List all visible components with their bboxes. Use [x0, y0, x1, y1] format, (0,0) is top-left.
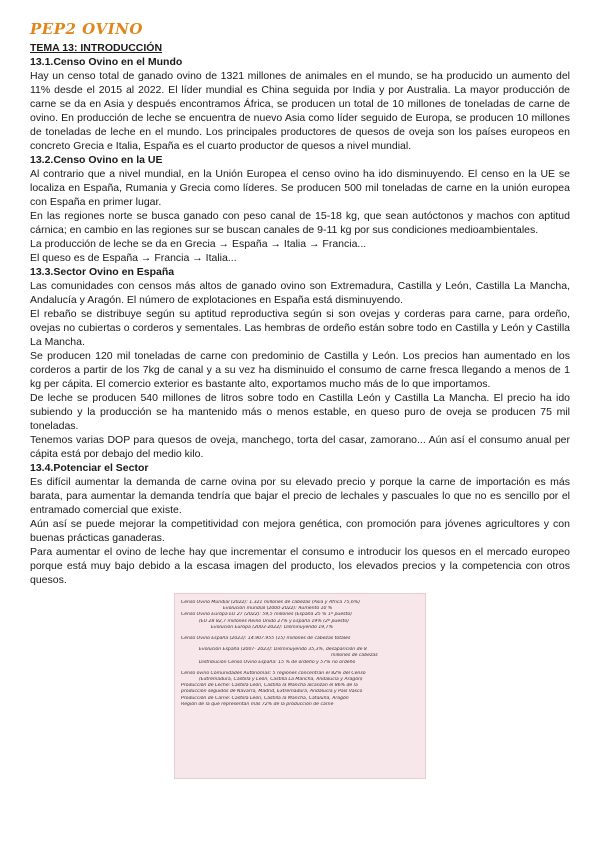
- paragraph: Tenemos varias DOP para quesos de oveja, manchego, torta del casar, zamorano... Aún así el consumo anual per cápita está por debajo del medio kilo.: [30, 434, 570, 460]
- paragraph: En las regiones norte se busca ganado con peso canal de 15-18 kg, que sean autóctonos y machos con aptitud cárnica; en cambio en las regiones sur se buscan canales de 9-11 kg por sus condiciones medioambientales.: [30, 210, 570, 236]
- paragraph: Al contrario que a nivel mundial, en la Unión Europea el censo ovino ha ido disminuyendo. El censo en la UE se localiza en España, Rumania y Grecia como líderes. Se producen 500 mil toneladas de carne en la unión europea con España en primer lugar.: [30, 168, 570, 208]
- paragraph: El queso es de España → Francia → Italia...: [30, 252, 237, 264]
- section-4: [30, 461, 570, 587]
- summary-line: (Extremadura, Castilla y León, Castilla La Mancha, Andalucía y Aragón): [199, 677, 363, 683]
- paragraph: Las comunidades con censos más altos de ganado ovino son Extremadura, Castilla y León, Castilla La Mancha, Andalucía y Aragón. El número de explotaciones en España está disminuyendo.: [30, 280, 570, 306]
- section-3: [30, 265, 570, 461]
- summary-line: Región de la que representan más 72% de la producción de carne: [181, 701, 334, 707]
- paragraph: Para aumentar el ovino de leche hay que incrementar el consumo e introducir los quesos en el mercado europeo porque está muy bajo debido a la escasa imagen del producto, los elevados precios y la competencia con otros quesos.: [30, 546, 570, 586]
- section-heading: 13.3.Sector Ovino en España: [30, 266, 175, 278]
- document-title: PEP2 OVINO: [30, 20, 143, 38]
- paragraph: La producción de leche se da en Grecia → España → Italia → Francia...: [30, 238, 367, 250]
- summary-line: Distribución Censo Ovino España: 15 % de ordeño y 57% no ordeño: [199, 659, 356, 665]
- paragraph: De leche se producen 540 millones de litros sobre todo en Castilla León y Castilla La Mancha. El precio ha ido subiendo y la producción se ha mantenido más o menos estable, en queso puro de oveja se producen 75 mil toneladas.: [30, 392, 570, 432]
- paragraph: Hay un censo total de ganado ovino de 1321 millones de animales en el mundo, se ha producido un aumento del 11% desde el 2015 al 2022. El líder mundial es China seguida por India y por Australia. La mayor producción de carne se da en Asia y después encontramos África, se producen un total de 10 millones de toneladas de carne de ovino. En producción de leche se encuentra de nuevo Asia como líder seguido de Europa, se producen 10 millones de toneladas de leche en el mundo. Los principales productores de quesos de oveja son los países europeos en concreto Grecia e Italia, España es el cuarto productor de quesos a nivel mundial.: [30, 70, 570, 152]
- section-heading: 13.2.Censo Ovino en la UE: [30, 154, 163, 166]
- paragraph: El rebaño se distribuye según su aptitud reproductiva según si son ovejas y corderas para carne, para ordeño, ovejas no cubiertas o corderos y sementales. Las hembras de ordeño están sobre todo en Castilla y León y Castilla La Mancha.: [30, 308, 570, 348]
- summary-line: Producción de Leche: Castilla León, Castilla la Mancha alcanzan el 86% de la: [181, 683, 358, 689]
- section-heading: 13.4.Potenciar el Sector: [30, 462, 149, 474]
- summary-line: (EU 28 82,7 millones Reino Unido 27% y España 19% (2º puesto): [199, 618, 349, 624]
- summary-line: Censo ovino Comunidades Autónomas: 5 regiones concentran el 82% del Censo: [181, 670, 366, 676]
- topic-heading: TEMA 13: INTRODUCCIÓN: [30, 42, 163, 54]
- paragraph: Se producen 120 mil toneladas de carne con predominio de Castilla y León. Los precios han aumentado en los corderos a partir de los 7kg de canal y a su vez ha disminuido el consumo de carne fresca llegando a menos de 1 kg per cápita. El comercio exterior es bastante alto, exportamos mucho más de lo que importamos.: [30, 350, 570, 390]
- summary-line: Censo Ovino Mundial (2022): 1.321 millones de cabezas (Asia y África 75,6%): [181, 600, 361, 605]
- summary-line: Producción de Carne: Castilla León, Castilla la Mancha, Cataluña, Aragón: [181, 695, 349, 701]
- summary-line: Censo Ovino Europa EU 27 (2022): 59,5 millones (España 25 % 1º puesto): [181, 612, 352, 618]
- summary-line: producción seguidos de Navarra, Madrid, Extremadura, Andalucía y País Vasco: [181, 689, 363, 695]
- section-2: [30, 153, 570, 265]
- paragraph: Aún así se puede mejorar la competitividad con mejora genética, con promoción para jóvenes agricultores y con buenas prácticas ganaderas.: [30, 518, 570, 544]
- summary-line: Censo Ovino España (2023): 14.907.955 (15) millones de cabezas totales: [181, 636, 351, 642]
- summary-line: Evolución mundial (2000-2022): Aumento 10 %: [223, 606, 333, 612]
- summary-line: Evolución España (2007- 2023): Disminuyendo 35,3%, desaparición de 8: [199, 647, 367, 653]
- summary-line: Evolución Europa (2003-2022): Disminuyendo 19,7%: [211, 624, 333, 630]
- paragraph: Es difícil aumentar la demanda de carne ovina por su elevado precio y porque la carne de importación es más barata, para aumentar la demanda tendría que bajar el precio de lechales y pascuales lo que no es sencillo por el entramado comercial que existe.: [30, 476, 570, 516]
- section-1: [30, 55, 570, 153]
- summary-line: millones de cabezas: [331, 653, 378, 659]
- section-heading: 13.1.Censo Ovino en el Mundo: [30, 56, 183, 68]
- summary-image-box: [174, 593, 426, 779]
